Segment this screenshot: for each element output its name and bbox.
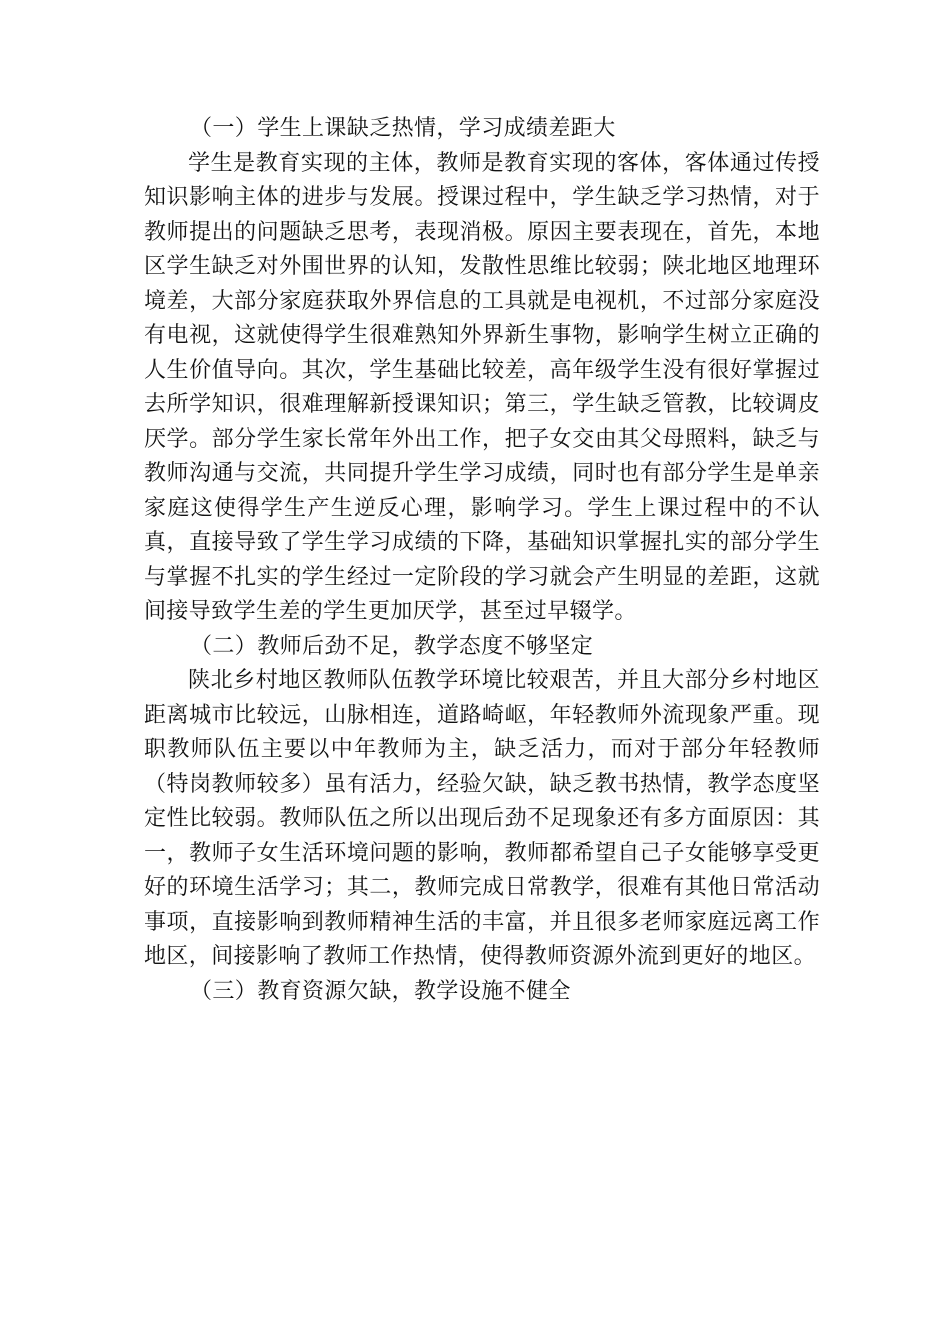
section-heading-1: （一）学生上课缺乏热情，学习成绩差距大 [190, 116, 616, 141]
paragraph-1: 学生是教育实现的主体，教师是教育实现的客体，客体通过传授知识影响主体的进步与发展。授课过程中，学生缺乏学习热情，对于教师提出的问题缺乏思考，表现消极。原因主要表现在，首先，本地区学生缺乏对外围世界的认知，发散性思维比较弱；陕北地区地理环境差，大部分家庭获取外界信息的工具就是电视机，不过部分家庭没有电视，这就使得学生很难熟知外界新生事物，影响学生树立正确的人生价值导向。其次，学生基础比较差，高年级学生没有很好掌握过去所学知识，很难理解新授课知识；第三，学生缺乏管教，比较调皮厌学。部分学生家长常年外出工作，把子女交由其父母照料，缺乏与教师沟通与交流，共同提升学生学习成绩，同时也有部分学生是单亲家庭这使得学生产生逆反心理，影响学习。学生上课过程中的不认真，直接导致了学生学习成绩的下降，基础知识掌握扎实的部分学生与掌握不扎实的学生经过一定阶段的学习就会产生明显的差距，这就间接导致学生差的学生更加厌学，甚至过早辍学。 [144, 150, 820, 624]
document-body [144, 112, 820, 1009]
paragraph-2: 陕北乡村地区教师队伍教学环境比较艰苦，并且大部分乡村地区距离城市比较远，山脉相连，道路崎岖，年轻教师外流现象严重。现职教师队伍主要以中年教师为主，缺乏活力，而对于部分年轻教师（特岗教师较多）虽有活力，经验欠缺，缺乏教书热情，教学态度坚定性比较弱。教师队伍之所以出现后劲不足现象还有多方面原因：其一，教师子女生活环境问题的影响，教师都希望自己子女能够享受更好的环境生活学习；其二，教师完成日常教学，很难有其他日常活动事项，直接影响到教师精神生活的丰富，并且很多老师家庭远离工作地区，间接影响了教师工作热情，使得教师资源外流到更好的地区。 [144, 668, 820, 969]
section-heading-3: （三）教育资源欠缺，教学设施不健全 [190, 978, 571, 1004]
section-heading-2: （二）教师后劲不足，教学态度不够坚定 [190, 633, 594, 659]
